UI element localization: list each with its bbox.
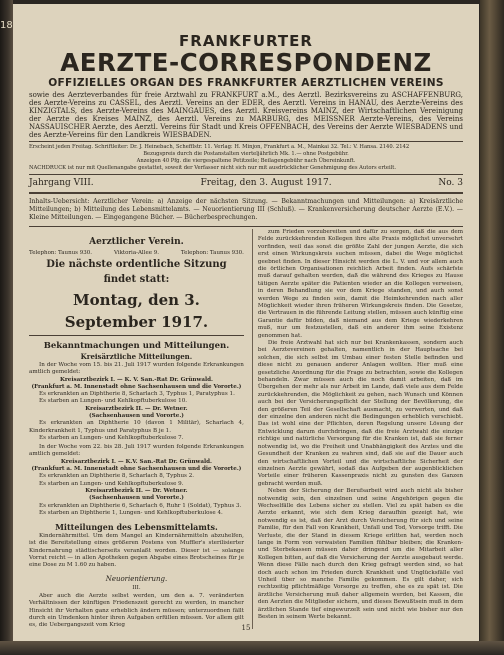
district-heading: Kreisarztbezirk I. — K. V. San.-Rat Dr. Grünwald. bbox=[59, 376, 213, 383]
issue-date: Freitag, den 3. August 1917. bbox=[200, 177, 332, 188]
phone-right: Telephon: Taunus 930. bbox=[180, 249, 244, 256]
table-of-contents: Inhalts-Uebersicht: Aerztlicher Verein: a) Anzeige der nächsten Sitzung. — Bekanntmachungen und Mitteilungen: a) Kreisärztliche Mitteilungen; b) Mitteilung des Lebensmittelamts. — Neuorientierung III (Schluß). — Krankenversicherung deutscher Aerzte (E.V.). — Kleine Mitteilungen. — Eingegangene Bücher. — Bücherbesprechungen. bbox=[29, 197, 463, 221]
masthead-pre-title: FRANKFURTER bbox=[179, 32, 313, 50]
section-heading-bekanntmachungen: Bekanntmachungen und Mitteilungen. bbox=[43, 340, 230, 351]
paragraph: Die freie Arztwahl hat sich nur bei Krankenkassen, sondern auch bei Aerztevereinen gehalten, namentlich in der Hauptsache bei solchen, die sich selbst im Umbau einer festen Stelle befinden und diese nicht zu genauen anderer Anlagen wollten. Hier muß eine gesetzliche Anordnung für die Frage zu betrachten, sowie die Kollegen behandeln. Zwar müssen auch die noch damit arbeiten, daß im Übergehen der mehr als nur Arbeit im Lande, daß viele aus dem Felde zurückkehrenden, die Möglichkeit zu gehen, nach Wunsch und Können auch bei der Versicherungspflicht der Stellung der Bevölkerung, die den größeren Teil der Gesellschaft ausmacht, zu verwerten, und daß der einzelne den anderen nicht die Bedingungen erheblich verschiebt. Das ist wohl eine der Pflichten, deren Regelung unsere Lösung der Entwicklung darum durchdringen, daß die freie Arztwahl die einzige richtige und natürliche Versorgung für die Kranken ist, daß sie ferner notwendig ist, wo die Freiheit und Unabhängigkeit des Arztes und die Gesundheit der Kranken zu wahren sind, daß sie auf die Dauer auch den wirtschaftlichen Vorteil und die wirtschaftliche Sicherheit der einzelnen Aerzte gewährt, sodaß das Aufgeben der augenblicklichen Vorteile einer früheren Kassenpraxis nicht zu gunsten des Ganzen gebracht werden muß. bbox=[257, 340, 463, 487]
masthead-subtitle: OFFIZIELLES ORGAN DES FRANKFURTER AERZTLICHEN VEREINS bbox=[48, 77, 444, 89]
report-line: Es starben an Diphtherie 1, Lungen- und Kehlkopftuberkulose 4. bbox=[39, 509, 223, 516]
paragraph: Kindernährmittel. Um dem Mangel an Kindernährmitteln abzuhelfen, ist die Bereitstellung eines größeren Postens von Muffler's sterilisierter Kindernahrung städtischerseits veranlaßt worden. Dieser ist — solange Vorrat reicht — in allen Apotheken gegen Abgabe eines Brotscheines für je eine Dose zu M 1.60 zu haben. bbox=[29, 533, 244, 569]
divider bbox=[29, 335, 244, 336]
masthead bbox=[13, 4, 479, 90]
paragraph: zum Frieden vorzubereiten und dafür zu sorgen, daß die aus dem Felde zurückkehrenden Kollegen ihre alte Praxis möglichst unversehrt vorfinden, weil das sonst die größte Zahl der jungen Aerzte, die sich erst einen Wirkungskreis suchen müssen, dabei die Wege möglichst geebnet finden. In dieser Hinsicht werden die L. V. und vor allem auch die örtlichen Organisationen reichlich Arbeit finden. Aufs schärfste muß darauf gehalten werden, daß die während des Krieges zu Hause tätigen Aerzte später die Patienten wieder an die Kollegen verweisen, in deren Behandlung sie vor dem Kriege standen, und auch sonst werden Wege zu finden sein, damit die Heimkehrenden nach aller Möglichkeit wieder ihren früheren Wirkungskreis finden. Die Gesetze, die Vertrauen in die führende Leitung stellen, müssen auch künftig eine Garantie dafür bilden, daß niemand aus dem Kriege wiederkehren muß, nur um festzustellen, daß ein anderer ihm seine Existenz genommen hat. bbox=[257, 228, 463, 339]
district-sub: (Sachsenhausen und Vororte.) bbox=[88, 495, 184, 502]
reprint-notice: NACHDRUCK ist nur mit Quellenangabe gestattet, soweit der Verfasser nicht sich nur mit ausdrücklicher Genehmigung des Autors erteilt. bbox=[29, 164, 397, 171]
district-heading: Kreisarztbezirk II. — Dr. Wetner. bbox=[85, 487, 188, 494]
district-sub: (Frankfurt a. M. Innenstadt ohne Sachsenhausen und die Vororte.) bbox=[31, 466, 242, 473]
report-line: Es erkrankten an Diphtherie 6, Scharlach 6, Ruhr 1 (Soldat), Typhus 3. bbox=[39, 502, 242, 509]
district-heading: Kreisarztbezirk I. — K.V. San.-Rat Dr. Grünwald. bbox=[60, 458, 212, 465]
report-line: Es erkrankten an Diphtherie 10 (davon 1 Militär), Scharlach 4, Kinderkrankheit 1, Typhus und Paratyphus B je 1. bbox=[29, 420, 244, 434]
report-line: Es erkrankten an Diphtherie 8, Scharlach 3, Typhus 1, Paratyphus 1. bbox=[39, 391, 235, 398]
divider bbox=[29, 174, 463, 175]
section-heading-verein: Aerztlicher Verein. bbox=[89, 236, 184, 247]
associations-list: sowie des Aerzteverbandes für freie Arztwahl zu FRANKFURT a.M., des Aerztl. Bezirksvereins zu ASCHAFFENBURG, des Aerzte-Vereins zu CASSEL, des Aerztl. Vereins an der EDER, des Aerztl. Vereins in HANAU, des Aerzte-Vereins des KINZIGTALS, des Aerzte-Vereins des MAINGAUES, des Aerztl. Kreisvereins MAINZ, der Wirtschaftlichen Vereinigung der Aerzte des Kreises MAINZ, des Aerztl. Vereins zu MARBURG, des MEISSNER Aerzte-Vereins, des Vereins NASSAUISCHER Aerzte, des Aerztl. Vereins für Stadt und Kreis OFFENBACH, des Vereins der Aerzte WIESBADENS und des Aerzte-Vereins für den Landkreis WIESBADEN. bbox=[29, 91, 463, 139]
right-column bbox=[252, 229, 463, 630]
paragraph: Neben der Sicherung der Berufsarbeit wird auch nicht als bisher notwendig sein, den einzelnen und seine Angehörigen gegen die Wechselfälle des Lebens sicher zu stellen. Viel zu spät haben es die Aerzte erkannt, wie sich dem Krieg daraufhin gezeigt hat, wie notwendig es ist, daß der Arzt durch Versicherung für sich und seine Familie, für den Fall von Krankheit, Unfall und Tod, Vorsorge trifft. Die Verluste, die der Stand in diesem Kriege erlitten hat, werden noch lange in Form von verwaisten Familien fühlbar bleiben; die Kranken- und Sterbekassen müssen daher dringend um die Mitarbeit aller Kollegen bitten, auf daß die Versicherung der Aerzte ausgebaut werde. Wenn diese Fälle nach durch den Krieg gefragt werden sind, so hat doch auch schon im Frieden durch Krankheit und Unglücksfälle viel Unheil über so manche Familie gekommen. Es gilt daher, sich rechtzeitig pflichtmäßige Vorsorge zu treffen, ehe es zu spät ist. Die ärztliche Versicherung muß daher allgemein werden, bei Kassen, die den Aerzten die Mitglieder sichern, und dieses Bewußtsein muß in dem ärztlichen Stande tief eingewurzelt sein und nicht wie bisher nur den Besten in seinem Werte bekannt. bbox=[257, 488, 463, 621]
part-number: III. bbox=[132, 584, 141, 591]
left-column bbox=[29, 229, 244, 630]
binder-edge-right bbox=[480, 0, 504, 655]
district-sub: (Frankfurt a. M. Innenstadt ohne Sachsenhausen und die Vororte.) bbox=[31, 383, 242, 390]
article-columns bbox=[13, 229, 479, 630]
section-heading-lebensmittelamt: Mitteilungen des Lebensmittelamts. bbox=[55, 522, 218, 533]
issue-volume: Jahrgang VIII. bbox=[29, 177, 94, 188]
divider bbox=[29, 192, 463, 194]
paragraph: In der Woche vom 22. bis 28. Juli 1917 wurden folgende Erkrankungen amtlich gemeldet: bbox=[29, 444, 244, 458]
divider bbox=[29, 141, 463, 142]
newspaper-page bbox=[13, 4, 479, 642]
district-heading: Kreisarztbezirk II. — Dr. Wetner. bbox=[85, 405, 188, 412]
publisher-line: Erscheint jeden Freitag. Schriftleiter: Dr. J. Heinebach, Schefflstr. 11. Verlag: H. Minjon, Frankfurt a. M., Mainkai 32. Tel.: V. Hansa. 2140. 2142 bbox=[29, 144, 410, 151]
next-meeting-heading: Die nächste ordentliche Sitzung bbox=[46, 258, 227, 270]
district-sub: (Sachsenhausen und Vororte.) bbox=[88, 412, 184, 419]
report-line: Es erkrankten an Diphtherie 8, Scharlach 8, Typhus 2. bbox=[39, 473, 195, 480]
subscription-line-2: Anzeigen 40 Pfg. die viergespaltene Petitzeile; Beilagengebühr nach Übereinkunft. bbox=[136, 158, 356, 165]
paragraph: In der Woche vom 15. bis 21. Juli 1917 wurden folgende Erkrankungen amtlich gemeldet: bbox=[29, 361, 244, 376]
report-line: Es starben an Lungen- und Kehlkopftuberkulose 9. bbox=[39, 480, 184, 487]
previous-page-number: 18 bbox=[0, 20, 13, 31]
page-number: 15 bbox=[241, 624, 251, 632]
address: Viktoria-Allee 9. bbox=[113, 249, 159, 256]
masthead-main-title: AERZTE-CORRESPONDENZ bbox=[60, 48, 432, 77]
subsection-heading-kreisaerztlich: Kreisärztliche Mitteilungen. bbox=[80, 351, 193, 361]
report-line: Es starben an Lungen- und Kehlkopftuberkulose 7. bbox=[39, 434, 184, 441]
findet-statt: findet statt: bbox=[103, 273, 170, 285]
page-bottom-edge bbox=[0, 641, 504, 655]
section-heading-neuorientierung: Neuorientierung. bbox=[105, 574, 168, 583]
issue-bar bbox=[13, 177, 479, 190]
binder-spine-left bbox=[0, 0, 13, 655]
divider bbox=[29, 226, 463, 227]
meeting-date: Montag, den 3. September 1917. bbox=[64, 290, 209, 331]
phone-left: Telephon: Taunus 930. bbox=[29, 249, 92, 256]
phone-line bbox=[29, 249, 244, 257]
subscription-line-1: Bezugspreis durch die Postanstalten vierteljährlich Mk. 1.— ohne Postgebühr. bbox=[143, 151, 349, 158]
issue-number: No. 3 bbox=[438, 177, 463, 188]
paragraph: Aber auch die Aerzte selbst werden, um den a. 7. veränderten Verhältnissen der künftigen Friedenszeit gerecht zu werden, in mancher Hinsicht ihr Verhalten ganz erheblich ändern müssen; unterzuordnen fällt durch ein Umdenken hinter ihren Aufgaben erfüllen müssen. Vor allem gilt es, die Uebergangszeit vom Krieg bbox=[29, 592, 244, 629]
report-line: Es starben an Lungen- und Kehlkopftuberkulose 10. bbox=[39, 398, 188, 405]
